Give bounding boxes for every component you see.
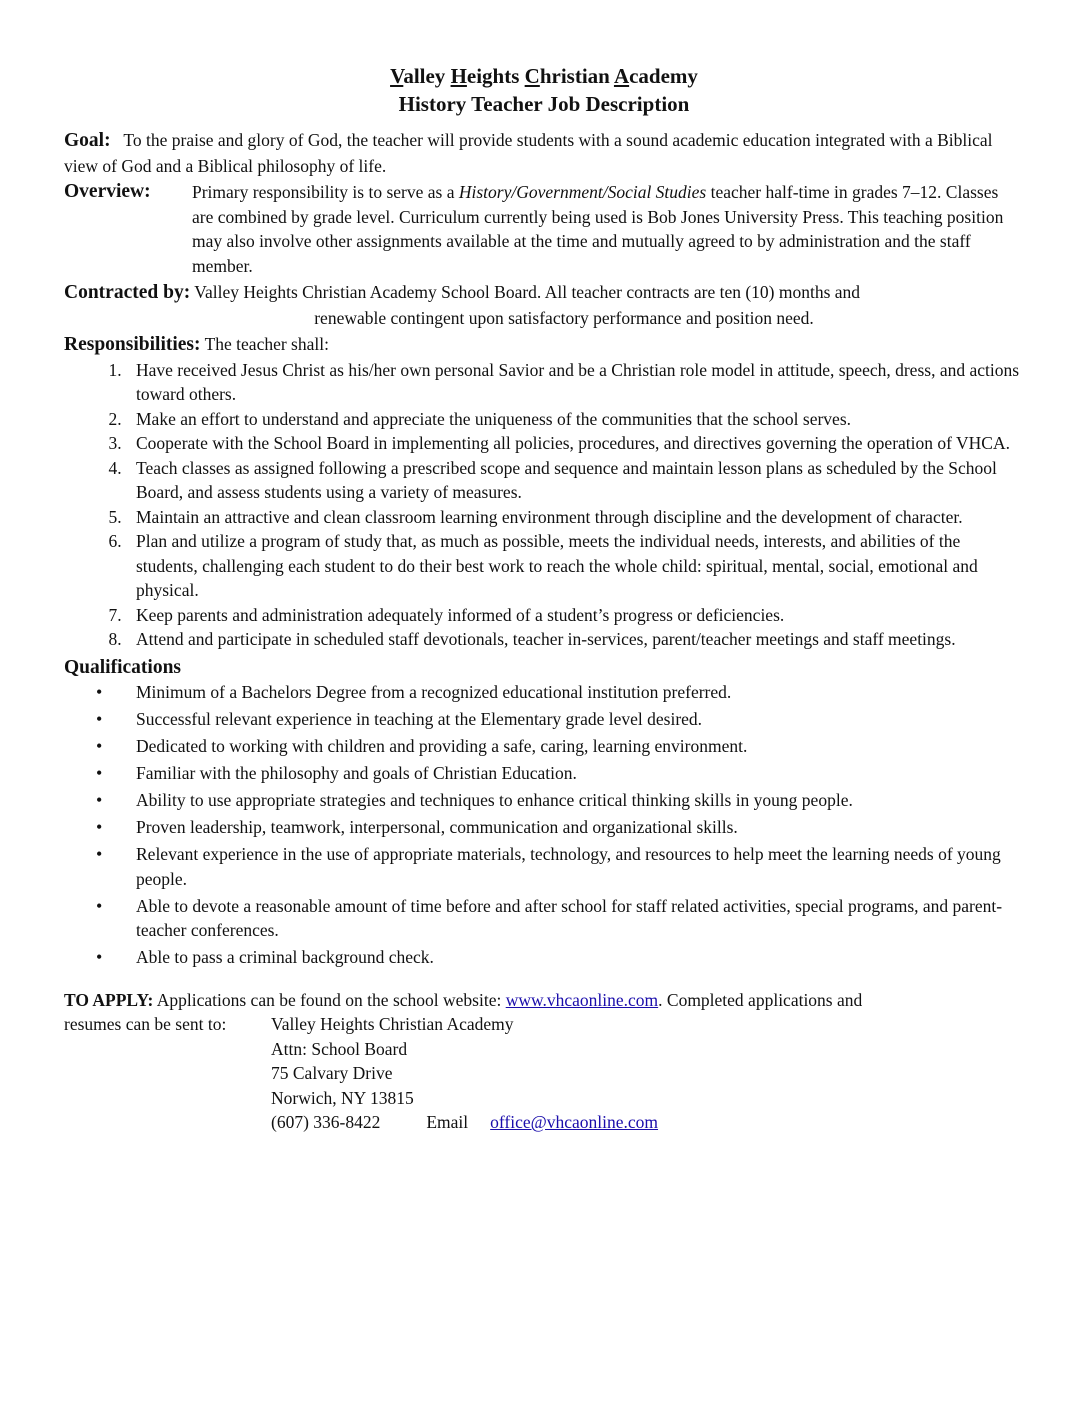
email-label: Email xyxy=(426,1112,469,1132)
list-item: 2. Make an effort to understand and appreciate the uniqueness of the communities that the school serves. xyxy=(126,407,1024,432)
goal-section xyxy=(64,128,1024,178)
address-line: Attn: School Board xyxy=(271,1038,408,1059)
responsibilities-label: Responsibilities: xyxy=(64,334,201,355)
list-item: 6. Plan and utilize a program of study that, as much as possible, meets the individual needs, interests, and abilities of the students, challenging each student to do their best work to reach the whole child: spiritual, mental, social, emotional and physical. xyxy=(126,529,1024,603)
apply-label: TO APPLY: xyxy=(64,989,154,1010)
address xyxy=(271,1012,658,1135)
list-item: • Proven leadership, teamwork, interpersonal, communication and organizational skills. xyxy=(126,815,1024,840)
responsibilities-list xyxy=(64,358,1024,652)
goal-text: To the praise and glory of God, the teacher will provide students with a sound academic education integrated with a Biblical view of God and a Biblical philosophy of life. xyxy=(64,130,993,176)
document-title xyxy=(64,62,1024,118)
school-name-heading: Valley Heights Christian Academy xyxy=(390,64,698,88)
list-item: 3. Cooperate with the School Board in implementing all policies, procedures, and directives governing the operation of VHCA. xyxy=(126,431,1024,456)
list-item: • Minimum of a Bachelors Degree from a recognized educational institution preferred. xyxy=(126,680,1024,705)
apply-section xyxy=(64,988,1024,1135)
list-item: • Relevant experience in the use of appropriate materials, technology, and resources to help meet the learning needs of young people. xyxy=(126,842,1024,891)
responsibilities-intro: The teacher shall: xyxy=(204,334,329,354)
address-line: 75 Calvary Drive xyxy=(271,1063,393,1083)
list-item: • Ability to use appropriate strategies and techniques to enhance critical thinking skills in young people. xyxy=(126,788,1024,813)
contact-line xyxy=(271,1110,658,1135)
address-line: Norwich, NY 13815 xyxy=(271,1087,414,1108)
resumes-label: resumes can be sent to: xyxy=(64,1014,227,1034)
list-item: 4. Teach classes as assigned following a prescribed scope and sequence and maintain lesson plans as scheduled by the School Board, and assess students using a variety of measures. xyxy=(126,456,1024,505)
list-item: • Able to devote a reasonable amount of time before and after school for staff related activities, special programs, and parent-teacher conferences. xyxy=(126,894,1024,943)
email-link[interactable]: office@vhcaonline.com xyxy=(490,1112,659,1132)
overview-text: Primary responsibility is to serve as a History/Government/Social Studies teacher half-time in grades 7–12. Classes are combined by grade level. Curriculum currently being used is Bob Jones University Press. This teaching position may also involve other assignments available at the time and mutually agreed to by administration and the staff member. xyxy=(192,182,1004,276)
list-item: 8. Attend and participate in scheduled staff devotionals, teacher in-services, parent/teacher meetings and staff meetings. xyxy=(126,627,1024,652)
apply-line: TO APPLY: Applications can be found on the school website: www.vhcaonline.com. Completed applications and xyxy=(64,989,863,1010)
list-item: • Able to pass a criminal background check. xyxy=(126,945,1024,970)
qualifications-list xyxy=(64,680,1024,970)
contracted-label: Contracted by: xyxy=(64,282,191,303)
overview-label: Overview: xyxy=(64,181,151,202)
mailing-address-block xyxy=(64,1012,1024,1135)
contracted-text-line1: Valley Heights Christian Academy School Board. All teacher contracts are ten (10) months and xyxy=(194,282,861,302)
goal-label: Goal: xyxy=(64,130,111,151)
qualifications-label: Qualifications xyxy=(64,656,182,678)
responsibilities-section xyxy=(64,332,1024,652)
list-item: 7. Keep parents and administration adequately informed of a student’s progress or deficiencies. xyxy=(126,603,1024,628)
list-item: • Successful relevant experience in teaching at the Elementary grade level desired. xyxy=(126,707,1024,732)
phone-number: (607) 336-8422 xyxy=(271,1112,381,1132)
list-item: • Dedicated to working with children and providing a safe, caring, learning environment. xyxy=(126,734,1024,759)
job-title-heading: History Teacher Job Description xyxy=(398,92,690,116)
contracted-text-line2: renewable contingent upon satisfactory performance and position need. xyxy=(314,307,814,328)
list-item: 1. Have received Jesus Christ as his/her own personal Savior and be a Christian role model in attitude, speech, dress, and actions toward others. xyxy=(126,358,1024,407)
list-item: 5. Maintain an attractive and clean classroom learning environment through discipline and the development of character. xyxy=(126,505,1024,530)
address-line: Valley Heights Christian Academy xyxy=(271,1014,514,1034)
qualifications-section xyxy=(64,656,1024,970)
overview-section xyxy=(64,180,1024,278)
website-link[interactable]: www.vhcaonline.com xyxy=(505,989,659,1010)
contracted-section xyxy=(64,280,1024,330)
subject-names: History/Government/Social Studies xyxy=(458,182,707,202)
list-item: • Familiar with the philosophy and goals of Christian Education. xyxy=(126,761,1024,786)
job-description-page xyxy=(64,62,1024,1135)
